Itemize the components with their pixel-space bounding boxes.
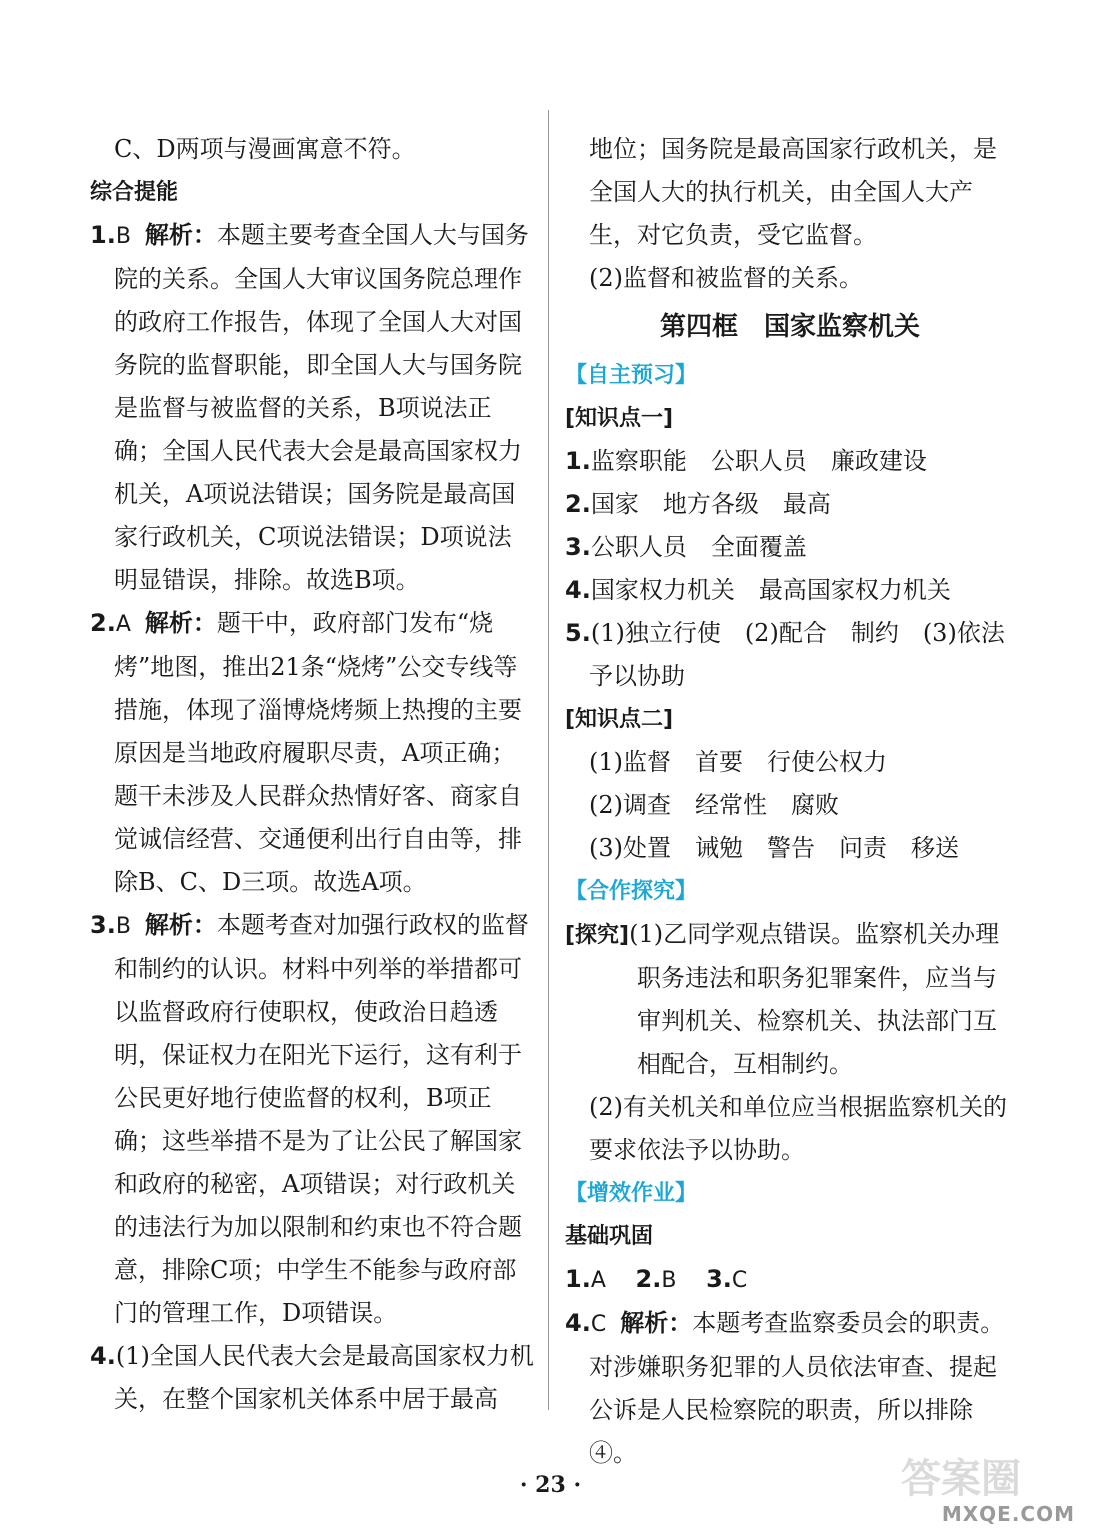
q3-answer: B: [115, 914, 131, 939]
tag-self-study: 【自主预习】: [565, 363, 698, 388]
kp1-item-4: [565, 569, 1015, 612]
explore-1: [565, 913, 1015, 1086]
q4-num: 4.: [90, 1342, 116, 1370]
basic-1-answer: A: [590, 1268, 606, 1293]
watermark-text: MXQE.COM: [941, 1502, 1075, 1526]
q3-num: 3.: [90, 911, 116, 939]
column-divider: [548, 110, 549, 1410]
question-4: [90, 1335, 535, 1421]
basic-q4-text: 本题考查监察委员会的职责。对涉嫌职务犯罪的人员依法审查、提起公诉是人民检察院的职责，所以排除④。: [589, 1309, 1005, 1467]
basic-q4-label: 解析：: [620, 1309, 693, 1337]
knowledge-point-2: [知识点二]: [565, 707, 674, 732]
q4-part-2: (2)监督和被监督的关系。: [589, 264, 863, 292]
q2-answer: A: [115, 612, 131, 637]
kp1-item-3: [565, 526, 1015, 569]
basic-3-answer: C: [731, 1268, 748, 1293]
basic-answers: [565, 1258, 1015, 1302]
left-line-0: C、D两项与漫画寓意不符。: [114, 135, 416, 163]
q3-label: 解析：: [144, 911, 217, 939]
basic-3-num: 3.: [706, 1265, 732, 1293]
question-2: [90, 602, 535, 904]
left-column: [90, 128, 535, 1421]
q2-label: 解析：: [144, 609, 217, 637]
kp1-item-1-text: 监察职能 公职人员 廉政建设: [590, 447, 927, 475]
heading-basic: 基础巩固: [565, 1224, 654, 1249]
q2-num: 2.: [90, 609, 116, 637]
basic-2-answer: B: [661, 1268, 677, 1293]
basic-q4-answer: C: [590, 1312, 607, 1337]
kp1-item-4-num: 4.: [565, 576, 591, 604]
tag-homework: 【增效作业】: [565, 1181, 698, 1206]
kp2-item-1: (1)监督 首要 行使公权力: [589, 748, 887, 776]
section-title: 第四框 国家监察机关: [659, 312, 920, 342]
kp1-item-5-text: (1)独立行使 (2)配合 制约 (3)依法予以协助: [589, 619, 1005, 690]
page-number: · 23 ·: [519, 1472, 582, 1498]
explore-1-text: (1)乙同学观点错误。监察机关办理职务违法和职务犯罪案件，应当与审判机关、检察机关、执法部门互相配合，互相制约。: [629, 920, 1000, 1078]
right-column: [565, 128, 1015, 1475]
q1-answer: B: [115, 224, 131, 249]
kp1-item-5-num: 5.: [565, 619, 591, 647]
q1-num: 1.: [90, 221, 116, 249]
tag-cooperative-inquiry: 【合作探究】: [565, 879, 698, 904]
q4-continued: 地位；国务院是最高国家行政机关，是全国人大的执行机关，由全国人大产生，对它负责，受它监督。: [589, 135, 997, 249]
basic-q4-num: 4.: [565, 1309, 591, 1337]
kp1-item-3-num: 3.: [565, 533, 591, 561]
q1-label: 解析：: [144, 221, 217, 249]
kp2-item-3: (3)处置 诫勉 警告 问责 移送: [589, 834, 959, 862]
kp1-item-3-text: 公职人员 全面覆盖: [590, 533, 807, 561]
basic-2-num: 2.: [635, 1265, 662, 1293]
q3-text: 本题考查对加强行政权的监督和制约的认识。材料中列举的举措都可以监督政府行使职权，使政治日趋透明，保证权力在阳光下运行，这有利于公民更好地行使监督的权利，B项正确；这些举措不是为了让公民了解国家和政府的秘密，A项错误；对行政机关的违法行为加以限制和约束也不符合题意，排除C项；中学生不能参与政府部门的管理工作，D项错误。: [114, 911, 529, 1327]
heading-comprehensive: 综合提能: [90, 180, 179, 205]
explore-label: [探究]: [565, 923, 630, 948]
q2-text: 题干中，政府部门发布“烧烤”地图，推出21条“烧烤”公交专线等措施，体现了淄博烧烤频上热搜的主要原因是当地政府履职尽责，A项正确；题干未涉及人民群众热情好客、商家自觉诚信经营、交通便利出行自由等，排除B、C、D三项。故选A项。: [114, 609, 522, 896]
knowledge-point-1: [知识点一]: [565, 406, 674, 431]
kp1-item-4-text: 国家权力机关 最高国家权力机关: [590, 576, 951, 604]
q1-text: 本题主要考查全国人大与国务院的关系。全国人大审议国务院总理作的政府工作报告，体现了全国人大对国务院的监督职能，即全国人大与国务院是监督与被监督的关系，B项说法正确；全国人民代表大会是最高国家权力机关，A项说法错误；国务院是最高国家行政机关，C项说法错误；D项说法明显错误，排除。故选B项。: [114, 221, 529, 594]
kp1-item-1: [565, 440, 1015, 483]
kp1-item-2-text: 国家 地方各级 最高: [590, 490, 831, 518]
basic-1-num: 1.: [565, 1265, 591, 1293]
watermark-glyphs: 答案圈: [901, 1456, 1021, 1502]
kp1-item-2-num: 2.: [565, 490, 591, 518]
kp1-item-1-num: 1.: [565, 447, 591, 475]
explore-2: (2)有关机关和单位应当根据监察机关的要求依法予以协助。: [589, 1093, 1007, 1164]
kp1-item-5: [565, 612, 1015, 698]
q4-text: (1)全国人民代表大会是最高国家权力机关，在整个国家机关体系中居于最高: [114, 1342, 534, 1413]
kp2-item-2: (2)调查 经常性 腐败: [589, 791, 839, 819]
question-1: [90, 214, 535, 602]
question-3: [90, 904, 535, 1335]
kp1-item-2: [565, 483, 1015, 526]
